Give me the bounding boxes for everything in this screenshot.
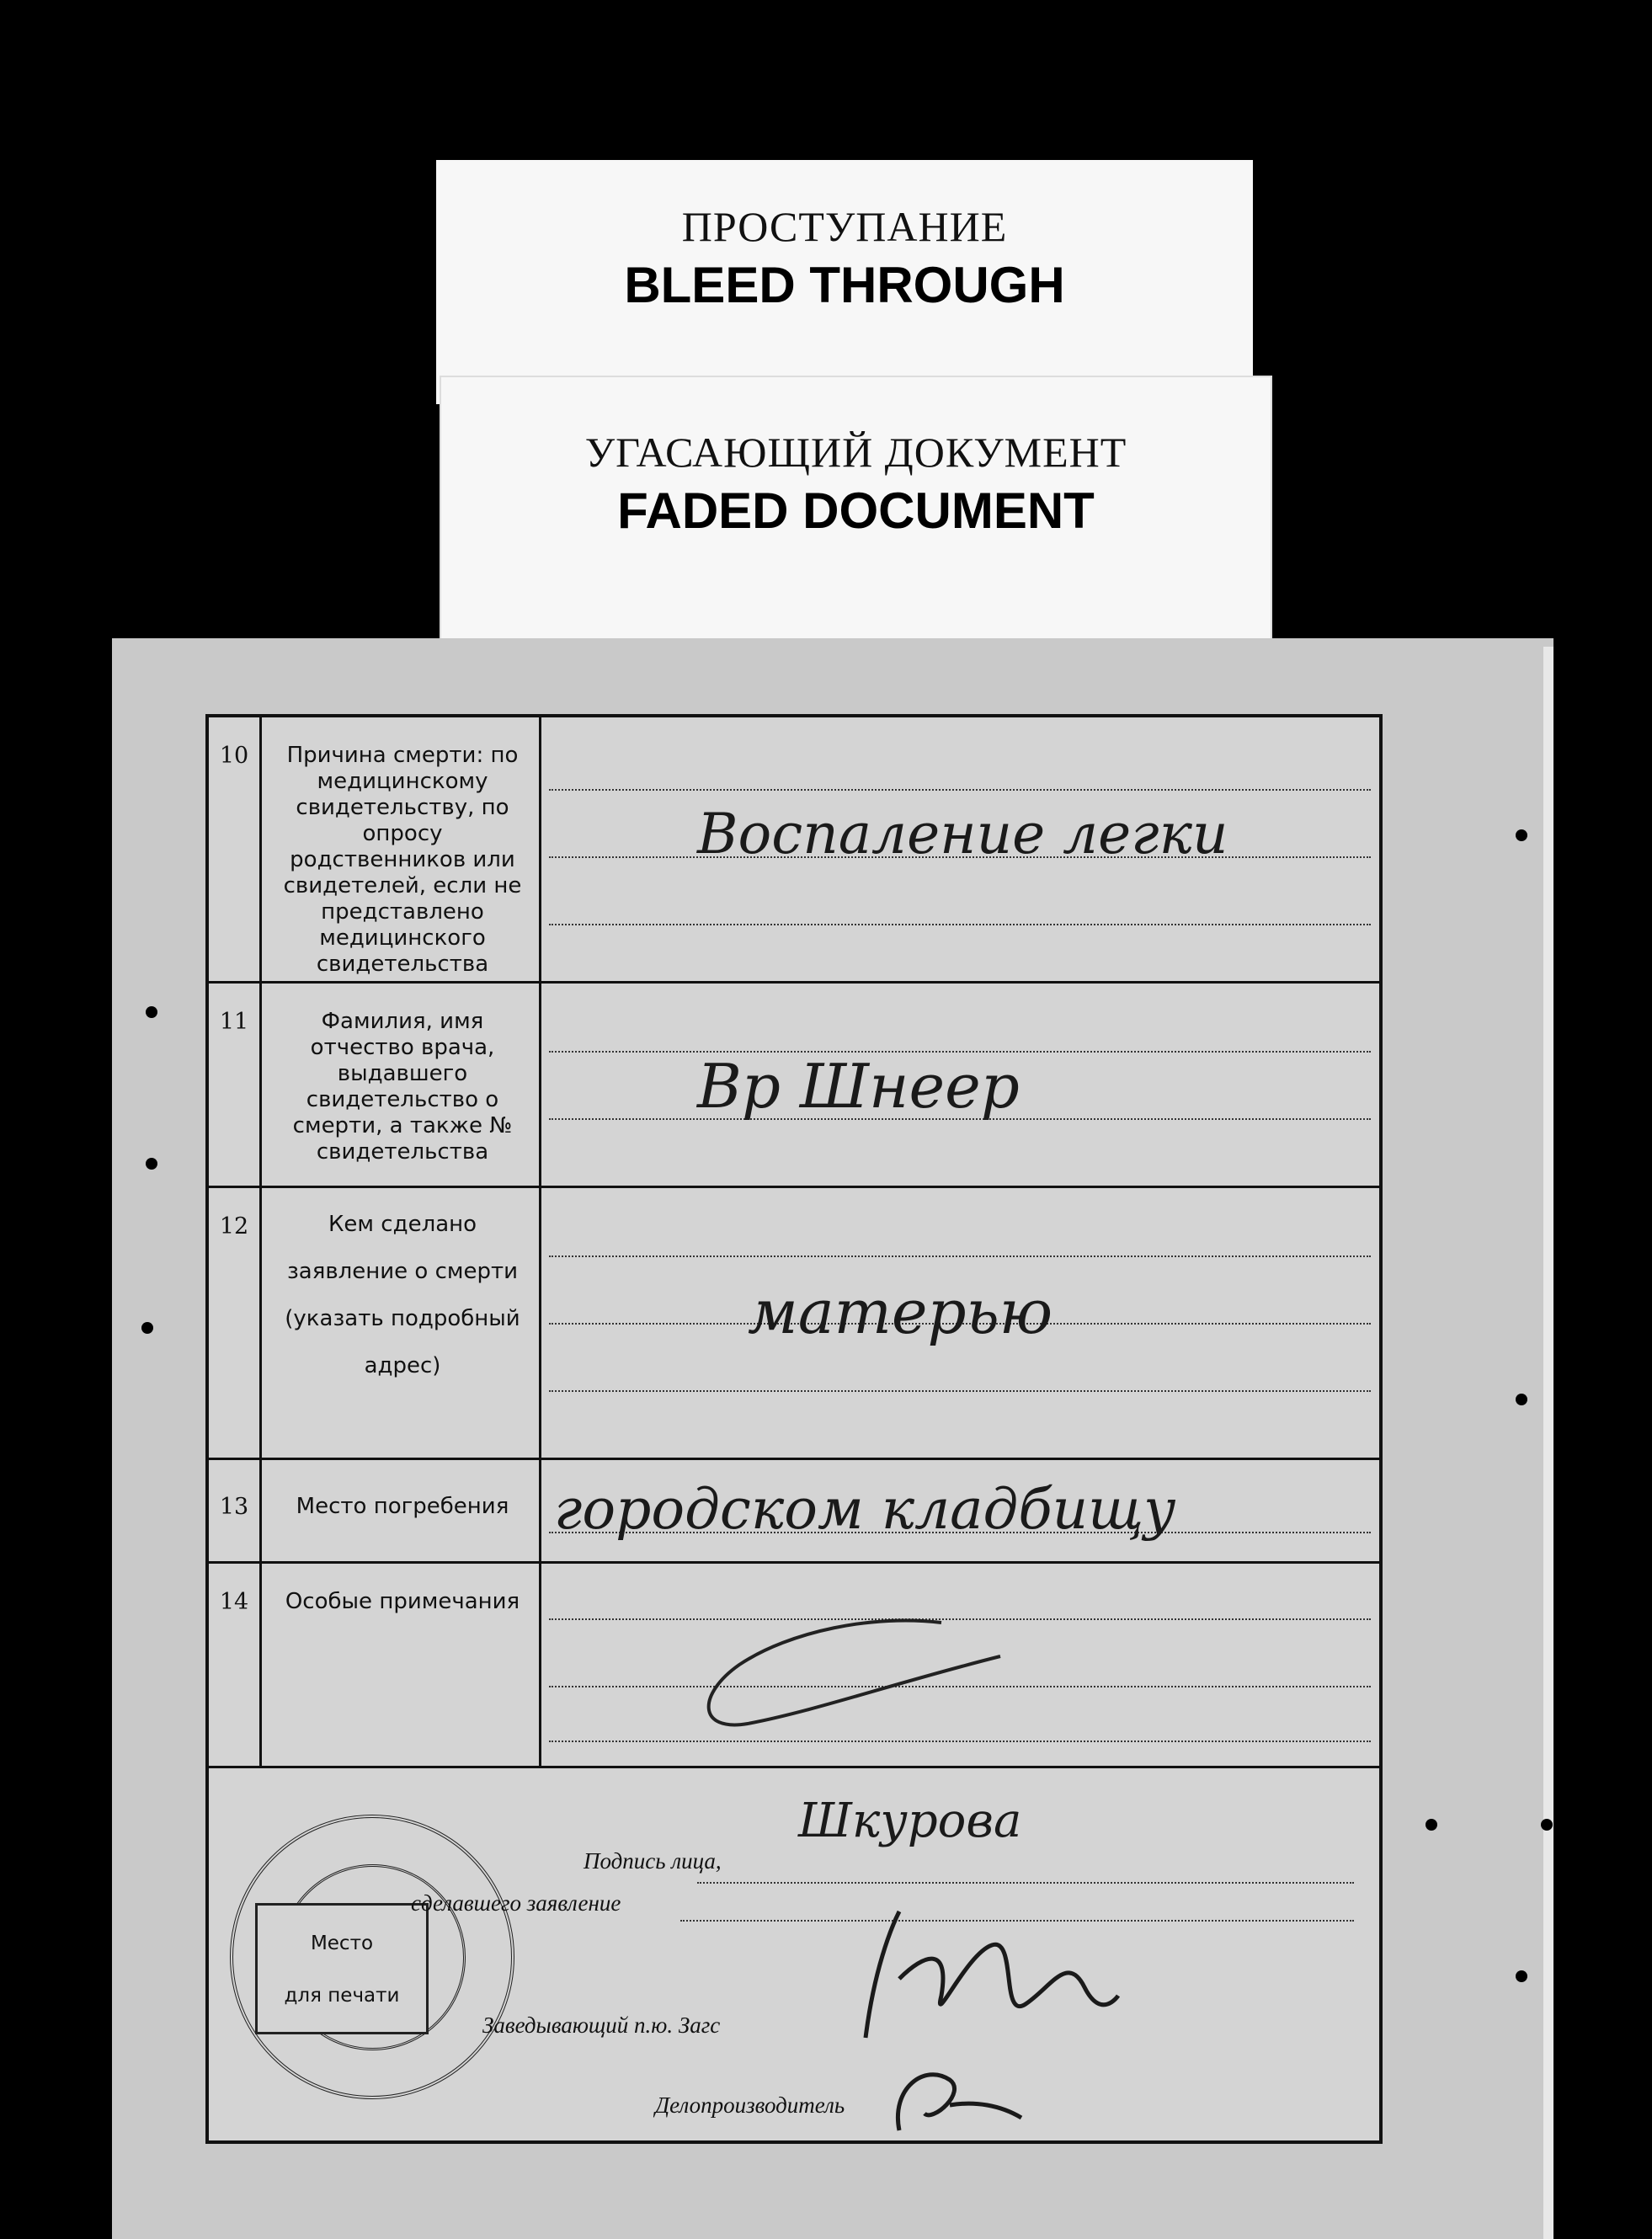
punch-hole	[146, 1158, 157, 1170]
column-divider	[539, 1460, 541, 1561]
punch-hole	[1516, 1970, 1527, 1982]
sheet-edge	[1543, 647, 1553, 2239]
punch-hole	[1426, 1819, 1437, 1831]
row-number: 13	[219, 1494, 249, 1520]
row-question: Место погребения	[296, 1494, 509, 1519]
row-number: 14	[219, 1589, 249, 1615]
answer-line	[549, 924, 1371, 925]
form-row-13	[209, 1460, 1379, 1564]
column-divider	[539, 1564, 541, 1766]
clerk-signature-mark	[874, 2055, 1026, 2139]
form-row-11	[209, 984, 1379, 1188]
signer-signature: Шкурова	[798, 1794, 1022, 1848]
handwritten-answer: Вр Шнеер	[697, 1051, 1020, 1122]
column-divider	[259, 984, 262, 1186]
punch-hole	[1516, 1394, 1527, 1405]
signer-dotted-line	[697, 1882, 1354, 1884]
signer-label-line1: Подпись лица,	[584, 1848, 722, 1874]
death-record-form	[205, 714, 1383, 2144]
bleed-through-label	[436, 160, 1253, 404]
column-divider	[539, 984, 541, 1186]
punch-hole	[1541, 1819, 1553, 1831]
punch-hole	[146, 1006, 157, 1018]
faded-document-label	[440, 376, 1272, 644]
bleed-label-ru: ПРОСТУПАНИЕ	[681, 203, 1008, 250]
answer-line	[549, 1255, 1371, 1257]
handwritten-answer: Воспаление легки	[697, 802, 1228, 866]
answer-line	[549, 1741, 1371, 1742]
answer-line	[549, 789, 1371, 791]
stamp-placeholder-box	[255, 1903, 429, 2034]
column-divider	[259, 1460, 262, 1561]
faded-label-ru: УГАСАЮЩИЙ ДОКУМЕНТ	[584, 429, 1127, 476]
head-label: Заведывающий п.ю. Загс	[482, 2012, 721, 2038]
handwritten-answer: городском кладбищу	[554, 1477, 1176, 1542]
form-row-12	[209, 1188, 1379, 1460]
clerk-label: Делопроизводитель	[655, 2092, 845, 2118]
answer-line	[549, 1390, 1371, 1392]
column-divider	[259, 1188, 262, 1458]
head-signature-mark	[849, 1903, 1127, 2055]
column-divider	[539, 717, 541, 981]
punch-hole	[1516, 829, 1527, 841]
signer-label-line2: сделавшего заявление	[411, 1890, 621, 1916]
faded-label-en: FADED DOCUMENT	[617, 482, 1095, 539]
punch-hole	[1554, 1183, 1566, 1195]
column-divider	[259, 1564, 262, 1766]
row-question: Причина смерти: по медицинскому свидетельству, по опросу родственников или свидетелей, если не представлено медицинского свидетельства	[283, 743, 522, 977]
form-row-10	[209, 717, 1379, 984]
row-question: Кем сделано заявление о смерти (указать подробный адрес)	[285, 1212, 520, 1378]
row-number: 10	[219, 743, 249, 769]
form-row-14	[209, 1564, 1379, 1768]
stamp-place-label-2: для печати	[284, 1985, 400, 2007]
stamp-place-label: Место	[310, 1932, 374, 1954]
handwritten-answer: матерью	[748, 1277, 1053, 1347]
punch-hole	[141, 1322, 153, 1334]
row-number: 11	[219, 1009, 249, 1035]
row-question: Фамилия, имя отчество врача, выдавшего свидетельство о смерти, а также № свидетельства	[292, 1009, 513, 1165]
row-number: 12	[219, 1213, 249, 1239]
answer-scribble-mark	[663, 1606, 1017, 1741]
signature-section	[209, 1768, 1379, 2140]
punch-hole	[1558, 1027, 1569, 1039]
bleed-label-en: BLEED THROUGH	[624, 257, 1065, 313]
row-question: Особые примечания	[285, 1589, 520, 1614]
column-divider	[539, 1188, 541, 1458]
column-divider	[259, 717, 262, 981]
